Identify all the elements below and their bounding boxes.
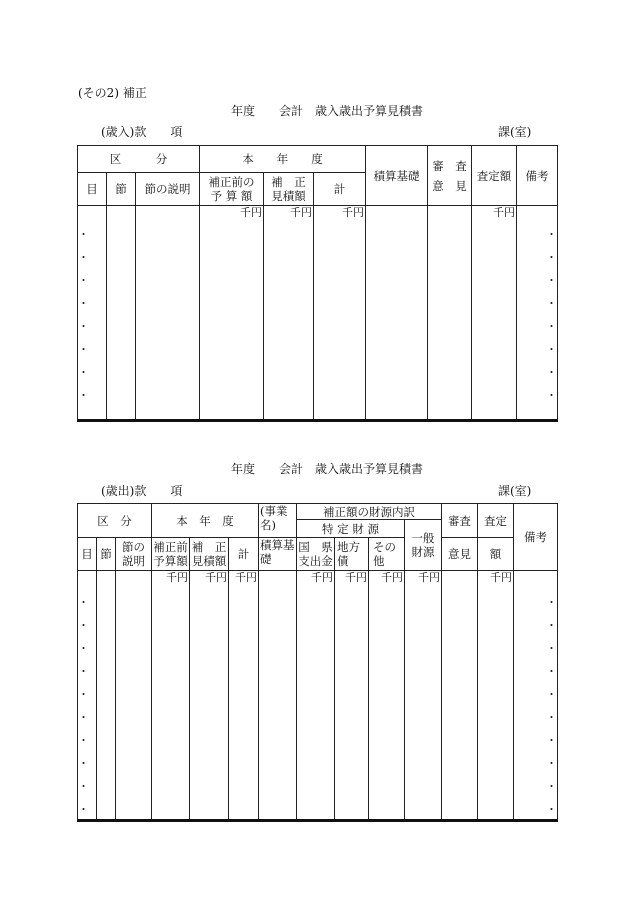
expenditure-row-markers-left [78,597,89,827]
national-header: 国 県 支出金 [297,538,335,571]
basis-cell[interactable] [259,571,297,821]
classification-header: 区 分 [78,146,200,173]
assessed-header: 査定 [478,504,514,538]
row-marker: ・ [546,619,557,632]
review-header: 審査 [442,504,478,538]
row-marker: ・ [78,619,89,632]
row-marker: ・ [546,734,557,747]
setsu-cell[interactable] [107,206,136,421]
setsu-desc-header: 節の 説明 [116,538,152,571]
expenditure-estimate-table [77,503,558,822]
setsu-desc-cell[interactable] [116,571,152,821]
row-marker: ・ [546,366,557,379]
moku-header: 目 [78,538,97,571]
row-marker: ・ [78,366,89,379]
pre-budget-unit: 千円 [200,206,264,421]
funding-breakdown-header: 補正額の財源内訳 [297,504,442,520]
estimate-header: 補 正 見積額 [264,173,314,206]
row-marker: ・ [546,297,557,310]
total-unit: 千円 [314,206,366,421]
row-marker: ・ [78,596,89,609]
expenditure-row-markers-right [546,597,557,827]
estimate-unit: 千円 [190,571,229,821]
pre-budget-header: 補正前 予算額 [152,538,190,571]
estimate-header: 補 正 見積額 [190,538,229,571]
setsu-header: 節 [97,538,116,571]
revenue-row-markers-right [546,229,557,413]
row-marker: ・ [546,803,557,816]
revenue-section-label: 課(室) [498,125,532,139]
row-marker: ・ [546,228,557,241]
row-marker: ・ [546,596,557,609]
review-cell[interactable] [442,571,478,821]
expenditure-category-label: (歳出)款 項 [101,484,183,498]
assessed-unit: 千円 [478,571,514,821]
assessed-header: 査定額 [472,146,517,206]
revenue-estimate-table [77,145,558,422]
setsu-cell[interactable] [97,571,116,821]
row-marker: ・ [78,642,89,655]
other-header: その 他 [369,538,405,571]
row-marker: ・ [78,780,89,793]
row-marker: ・ [546,274,557,287]
row-marker: ・ [78,274,89,287]
moku-header: 目 [78,173,107,206]
row-marker: ・ [546,688,557,701]
row-marker: ・ [546,320,557,333]
row-marker: ・ [78,734,89,747]
pre-budget-header: 補正前の 予 算 額 [200,173,264,206]
row-marker: ・ [78,297,89,310]
setsu-header: 節 [107,173,136,206]
total-header: 計 [314,173,366,206]
total-header: 計 [229,538,259,571]
row-marker: ・ [546,642,557,655]
row-marker: ・ [546,757,557,770]
revenue-category-label: (歳入)款 項 [101,125,183,139]
basis-header: 積算基礎 [366,146,428,206]
row-marker: ・ [78,228,89,241]
total-unit: 千円 [229,571,259,821]
row-marker: ・ [78,665,89,678]
basis-cell[interactable] [366,206,428,421]
pre-budget-unit: 千円 [152,571,190,821]
row-marker: ・ [78,757,89,770]
row-marker: ・ [78,389,89,402]
local-bonds-unit: 千円 [335,571,369,821]
row-marker: ・ [546,711,557,724]
row-marker: ・ [546,343,557,356]
row-marker: ・ [78,803,89,816]
assessed-amount-header: 額 [478,538,514,571]
general-header: 一般 財源 [405,520,442,571]
national-unit: 千円 [297,571,335,821]
row-marker: ・ [78,251,89,264]
review-opinion-header: 意見 [442,538,478,571]
row-marker: ・ [78,711,89,724]
review-cell[interactable] [428,206,472,421]
basis-header: 積算基 礎 [259,538,297,571]
review-header: 審 査 意 見 [428,146,472,206]
local-bonds-header: 地方 債 [335,538,369,571]
revenue-row-markers-left [78,229,89,413]
project-header: (事業 名) [259,504,297,538]
setsu-desc-header: 節の説明 [136,173,200,206]
estimate-unit: 千円 [264,206,314,421]
page-title: (その2) 補正 [78,86,147,100]
specific-sources-header: 特 定 財 源 [297,520,405,538]
current-year-header: 本 年 度 [152,504,259,538]
expenditure-section-label: 課(室) [498,484,532,498]
current-year-header: 本 年 度 [200,146,366,173]
general-unit: 千円 [405,571,442,821]
assessed-unit: 千円 [472,206,517,421]
row-marker: ・ [78,343,89,356]
row-marker: ・ [78,688,89,701]
row-marker: ・ [546,389,557,402]
remarks-header: 備考 [517,146,558,206]
expenditure-form-title: 年度 会計 歳入歳出予算見積書 [231,462,424,476]
row-marker: ・ [546,251,557,264]
classification-header: 区 分 [78,504,152,538]
revenue-form-title: 年度 会計 歳入歳出予算見積書 [231,104,424,118]
row-marker: ・ [546,665,557,678]
row-marker: ・ [78,320,89,333]
row-marker: ・ [546,780,557,793]
other-unit: 千円 [369,571,405,821]
setsu-desc-cell[interactable] [136,206,200,421]
remarks-header: 備考 [514,504,558,571]
